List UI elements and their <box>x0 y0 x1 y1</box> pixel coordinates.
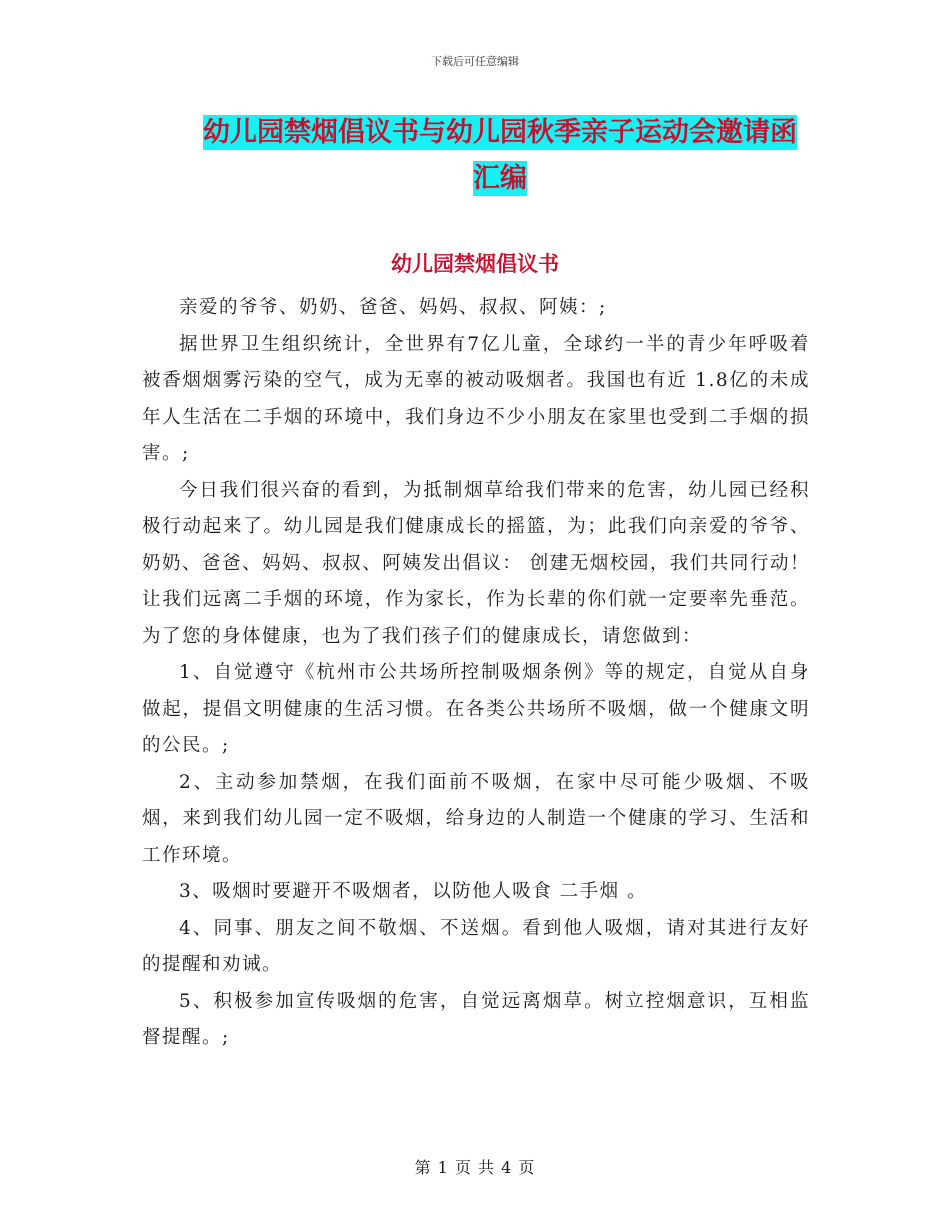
section-title: 幼儿园禁烟倡议书 <box>391 252 559 276</box>
document-title <box>190 110 810 202</box>
list-item: 1、自觉遵守《杭州市公共场所控制吸烟条例》等的规定，自觉从自身做起，提倡文明健康的生活习惯。在各类公共场所不吸烟，做一个健康文明的公民。; <box>142 662 810 756</box>
list-item: 2、主动参加禁烟，在我们面前不吸烟，在家中尽可能少吸烟、不吸烟，来到我们幼儿园一定不吸烟，给身边的人制造一个健康的学习、生活和工作环境。 <box>142 771 810 866</box>
list-item: 4、同事、朋友之间不敬烟、不送烟。看到他人吸烟，请对其进行友好的提醒和劝诫。 <box>142 917 810 975</box>
paragraph-salutation: 亲爱的爷爷、奶奶、爸爸、妈妈、叔叔、阿姨：; <box>179 297 607 318</box>
document-title-text: 幼儿园禁烟倡议书与幼儿园秋季亲子运动会邀请函汇编 <box>203 117 797 194</box>
list-item: 3、吸烟时要避开不吸烟者，以防他人吸食 二手烟 。 <box>179 881 648 902</box>
header-note: 下载后可任意编辑 <box>431 55 519 68</box>
page-number: 第 1 页 共 4 页 <box>414 1158 536 1177</box>
paragraph: 据世界卫生组织统计，全世界有7亿儿童，全球约一半的青少年呼吸着被香烟烟雾污染的空气，成为无辜的被动吸烟者。我国也有近 1.8亿的未成年人生活在二手烟的环境中，我们身边不少小朋友在家里也受到二手烟的损害。; <box>142 333 810 464</box>
list-item: 5、积极参加宣传吸烟的危害，自觉远离烟草。树立控烟意识，互相监督提醒。; <box>142 990 810 1048</box>
document-body <box>142 290 810 1057</box>
paragraph: 今日我们很兴奋的看到，为抵制烟草给我们带来的危害，幼儿园已经积极行动起来了。幼儿园是我们健康成长的摇篮，为；此我们向亲爱的爷爷、奶奶、爸爸、妈妈、叔叔、阿姨发出倡议： 创建无烟校园，我们共同行动！让我们远离二手烟的环境，作为家长，作为长辈的你们就一定要率先垂范。为了您的身体健康，也为了我们孩子们的健康成长，请您做到： <box>142 479 810 647</box>
